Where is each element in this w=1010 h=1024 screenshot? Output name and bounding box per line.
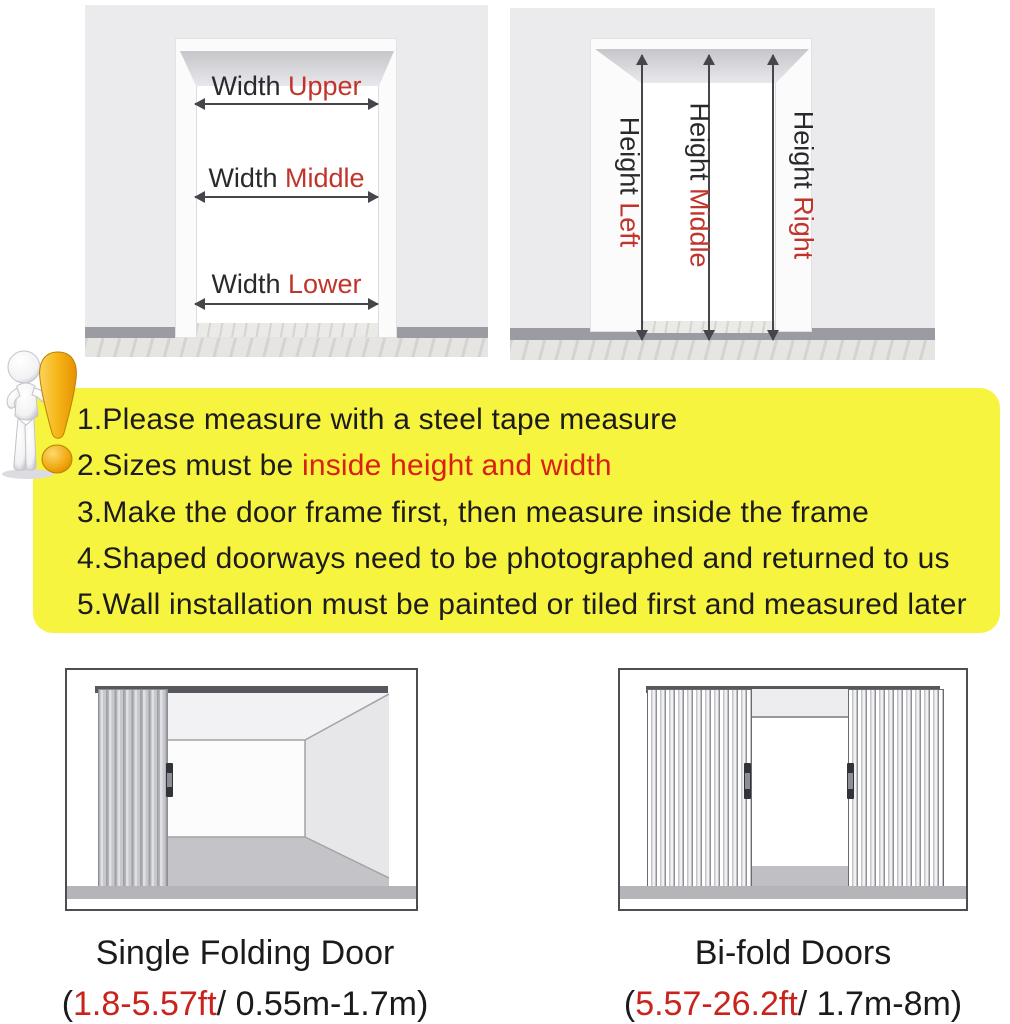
notice-line-5-text: 5.Wall installation must be painted or tiled first and measured later — [77, 588, 967, 621]
height-left-label — [614, 117, 645, 248]
notice-line-3-text: 3.Make the door frame first, then measure inside the frame — [77, 496, 869, 529]
center-opening — [751, 689, 848, 893]
height-middle-black: Height — [684, 102, 715, 189]
door-handle — [166, 763, 173, 797]
height-middle-red: Middle — [684, 188, 715, 268]
width-middle-label — [85, 163, 488, 194]
folded-accordion-door — [98, 689, 168, 890]
left-accordion-door — [647, 689, 752, 892]
product-size-range: (5.57-26.2ft/ 1.7m-8m) — [623, 985, 963, 1023]
right-accordion-door — [848, 689, 944, 892]
bifold-doors-caption — [598, 934, 988, 1024]
door-head-reveal — [591, 49, 813, 83]
width-upper-label — [85, 71, 488, 102]
height-left-black: Height — [614, 116, 645, 203]
notice-line-3 — [77, 496, 869, 530]
room-interior — [167, 693, 389, 890]
opening-floor — [197, 323, 378, 337]
width-lower-black: Width — [211, 269, 288, 299]
height-right-label — [788, 111, 819, 260]
notice-line-2-red: inside height and width — [301, 449, 612, 482]
person-exclamation-icon — [0, 346, 112, 482]
height-right-arrow — [772, 55, 774, 340]
right-door-handle — [847, 763, 854, 799]
width-lower-label — [85, 269, 488, 300]
width-upper-black: Width — [211, 71, 288, 101]
width-middle-arrow — [195, 196, 378, 198]
notice-line-4 — [77, 542, 950, 576]
notice-box — [33, 388, 1000, 633]
attention-figure — [0, 346, 112, 482]
left-door-handle — [744, 763, 751, 799]
height-right-red: Right — [788, 196, 819, 260]
front-floor — [620, 886, 966, 899]
notice-line-1-text: 1.Please measure with a steel tape measure — [77, 403, 678, 436]
bifold-doors-figure — [618, 668, 968, 911]
front-floor — [67, 886, 416, 899]
single-folding-door-caption — [40, 934, 450, 1024]
product-size-range: (1.8-5.57ft/ 0.55m-1.7m) — [61, 985, 429, 1023]
size-range-ft: 1.8-5.57ft — [73, 985, 217, 1023]
size-range-m: / 0.55m-1.7m) — [216, 985, 429, 1023]
product-name: Bi-fold Doors — [694, 934, 892, 972]
size-range-ft: 5.57-26.2ft — [635, 985, 798, 1023]
height-middle-label — [684, 102, 715, 267]
width-upper-red: Upper — [287, 71, 362, 101]
notice-line-5 — [77, 588, 967, 622]
size-range-m: / 1.7m-8m) — [797, 985, 963, 1023]
notice-line-1 — [77, 403, 677, 437]
floor — [510, 340, 935, 360]
notice-line-2-text: 2.Sizes must be — [77, 449, 302, 482]
width-diagram — [85, 5, 488, 357]
width-upper-arrow — [195, 103, 378, 105]
width-lower-arrow — [195, 303, 378, 305]
width-middle-black: Width — [208, 163, 285, 193]
width-middle-red: Middle — [284, 163, 365, 193]
floor — [85, 338, 488, 357]
single-folding-door-figure — [65, 668, 418, 911]
width-lower-red: Lower — [287, 269, 362, 299]
notice-line-2 — [77, 449, 612, 483]
notice-line-4-text: 4.Shaped doorways need to be photographed and returned to us — [77, 542, 950, 575]
height-diagram — [510, 8, 935, 360]
height-right-black: Height — [788, 110, 819, 197]
product-name: Single Folding Door — [95, 934, 395, 972]
lintel — [751, 689, 848, 718]
height-left-red: Left — [614, 202, 645, 248]
